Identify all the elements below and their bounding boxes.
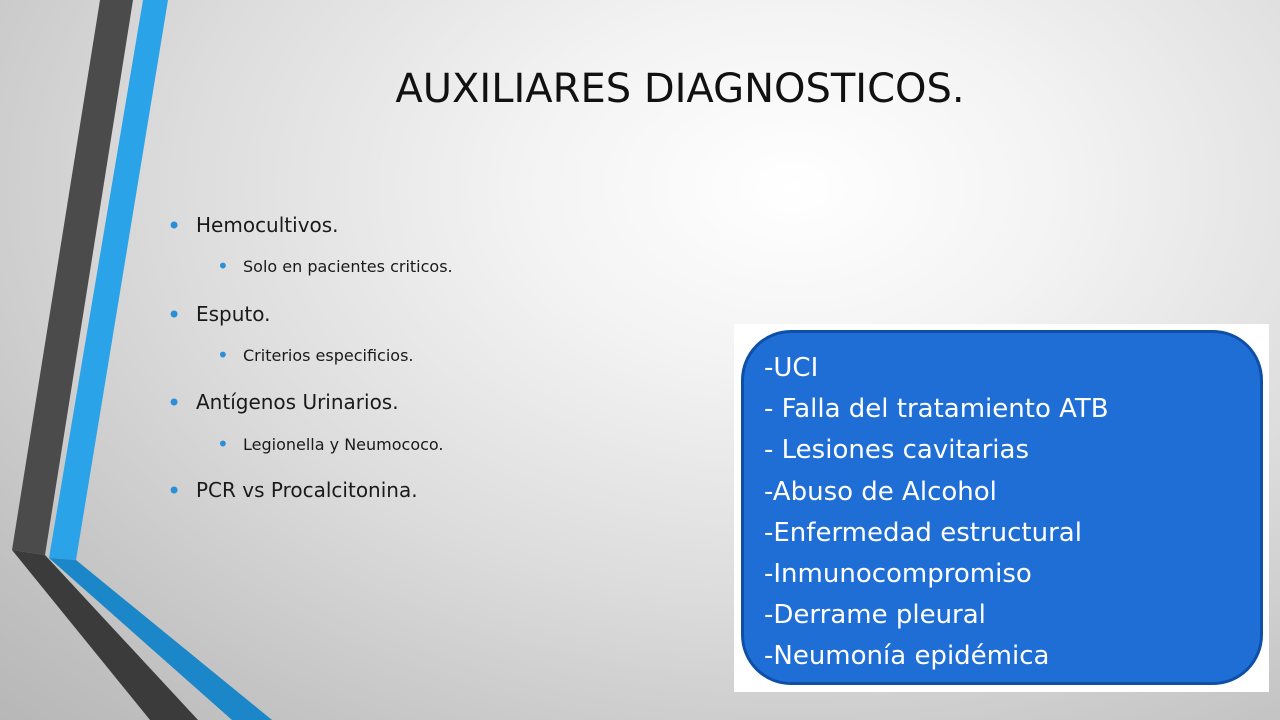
- sub-bullet-text: Criterios especificios.: [243, 346, 414, 365]
- indications-box: [741, 330, 1263, 685]
- sub-bullet-text: Legionella y Neumococo.: [243, 435, 444, 454]
- bullet-dot: •: [167, 212, 182, 240]
- box-line-lesiones-cavitarias: - Lesiones cavitarias: [764, 435, 1029, 465]
- bullet-dot: •: [167, 477, 182, 505]
- bullet-antigenos-urinarios: [167, 389, 399, 417]
- bullet-esputo: [167, 301, 271, 329]
- sub-bullet-antigenos-urinarios: [217, 432, 444, 456]
- sub-bullet-hemocultivos: [217, 254, 453, 278]
- bullet-dot: •: [217, 343, 229, 367]
- bullet-text: Antígenos Urinarios.: [196, 390, 399, 414]
- bullet-dot: •: [167, 301, 182, 329]
- indications-image: [734, 324, 1269, 692]
- box-line-derrame-pleural: -Derrame pleural: [764, 600, 986, 630]
- box-line-neumonia-epidemica: -Neumonía epidémica: [764, 641, 1050, 671]
- bullet-text: PCR vs Procalcitonina.: [196, 478, 418, 502]
- slide-title: AUXILIARES DIAGNOSTICOS.: [395, 66, 965, 112]
- box-line-falla-tratamiento: - Falla del tratamiento ATB: [764, 394, 1109, 424]
- bullet-dot: •: [167, 389, 182, 417]
- sub-bullet-text: Solo en pacientes criticos.: [243, 257, 453, 276]
- box-line-uci: -UCI: [764, 353, 819, 383]
- bullet-dot: •: [217, 432, 229, 456]
- bullet-hemocultivos: [167, 212, 339, 240]
- sub-bullet-esputo: [217, 343, 414, 367]
- bullet-text: Hemocultivos.: [196, 213, 339, 237]
- bullet-pcr-vs-procalcitonina: [167, 477, 418, 505]
- dark-stripe-lower: [12, 550, 198, 720]
- box-line-abuso-alcohol: -Abuso de Alcohol: [764, 477, 997, 507]
- box-line-inmunocompromiso: -Inmunocompromiso: [764, 559, 1032, 589]
- bullet-text: Esputo.: [196, 302, 271, 326]
- box-line-enfermedad-estructural: -Enfermedad estructural: [764, 518, 1082, 548]
- bullet-dot: •: [217, 254, 229, 278]
